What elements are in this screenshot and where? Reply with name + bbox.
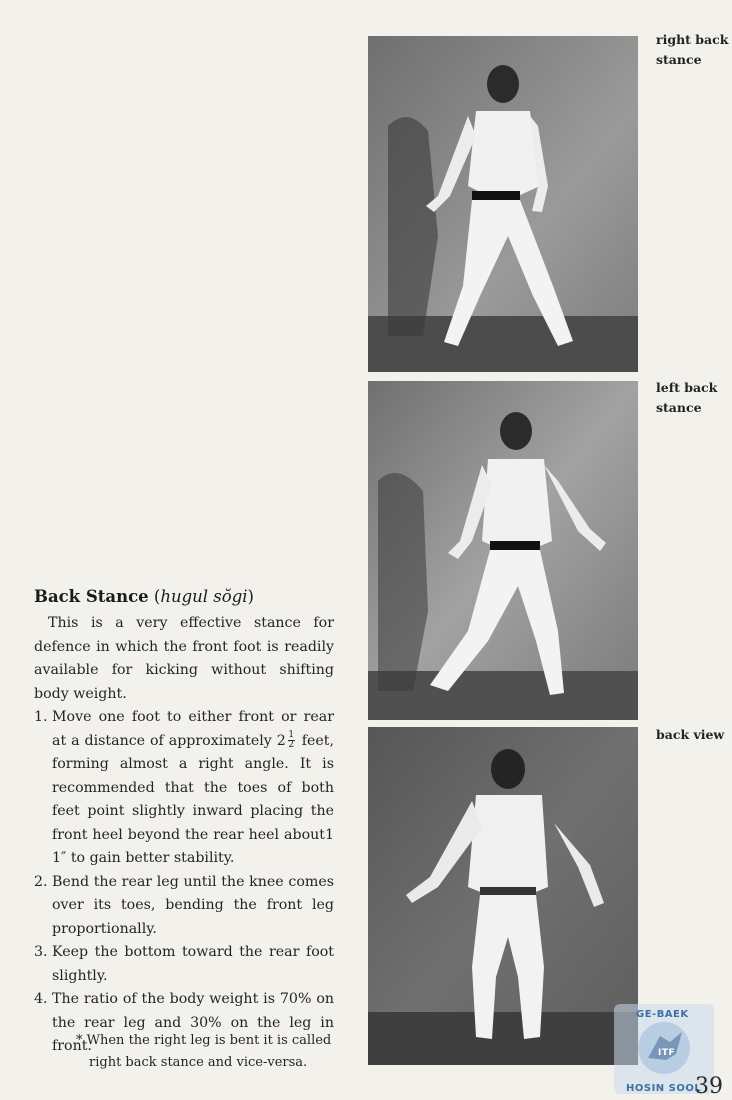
section-heading [34,587,254,606]
fraction-numerator: 1 [288,730,295,740]
step-item [34,706,334,871]
caption-back-view [656,725,730,745]
caption-line: back view [656,727,725,742]
caption-right-back-stance [656,30,730,70]
page-number: 39 [695,1074,723,1099]
steps-list [34,706,334,1059]
heading-paren-open: ( [153,587,161,606]
step-number: 4. [34,991,48,1007]
fraction [288,731,295,750]
step-text: The ratio of the body weight is 70% on the rear leg and 30% on the leg in front. [52,991,334,1054]
caption-line: stance [656,400,702,415]
footnote-line: right back stance and vice-versa. [89,1055,308,1070]
step-text: Bend the rear leg until the knee comes over its toes, bending the front leg proportionally. [52,873,334,937]
logo-text-middle: ITF [658,1048,676,1058]
step-item [34,941,334,988]
heading-paren-close: ) [247,587,254,606]
step-text-continued: feet, forming almost a right angle. It is recommended that the toes of both feet point slightly inward placing the front heel beyond the rear heel about1 1″ to gain better stability. [52,732,335,866]
caption-line: stance [656,52,702,67]
logo-text-bottom: HOSIN SOOL [626,1083,702,1094]
footnote-line: * When the right leg is bent it is called [76,1033,332,1048]
caption-left-back-stance [656,378,730,418]
photo-right-back-stance [368,36,638,372]
step-number: 3. [34,944,48,960]
heading-title: Back Stance [34,587,149,606]
photo-left-back-stance [368,381,638,720]
step-number: 2. [34,873,48,890]
step-number: 1. [34,709,48,725]
intro-paragraph: This is a very effective stance for defence in which the front foot is readily available for kicking without shifting body weight. [34,615,334,702]
caption-line: left back [656,380,718,395]
body-text [34,612,334,1059]
step-text: Keep the bottom toward the rear foot slightly. [52,944,334,984]
step-item [34,871,334,942]
caption-line: right back [656,32,729,47]
footnote [76,1030,346,1074]
step-text: Move one foot to either front or rear at a distance of approximately 2 [52,709,334,749]
fraction-denominator: 2 [288,740,295,750]
logo-text-top: GE-BAEK [636,1009,689,1020]
heading-korean-term: hugul sŏgi [160,587,248,606]
